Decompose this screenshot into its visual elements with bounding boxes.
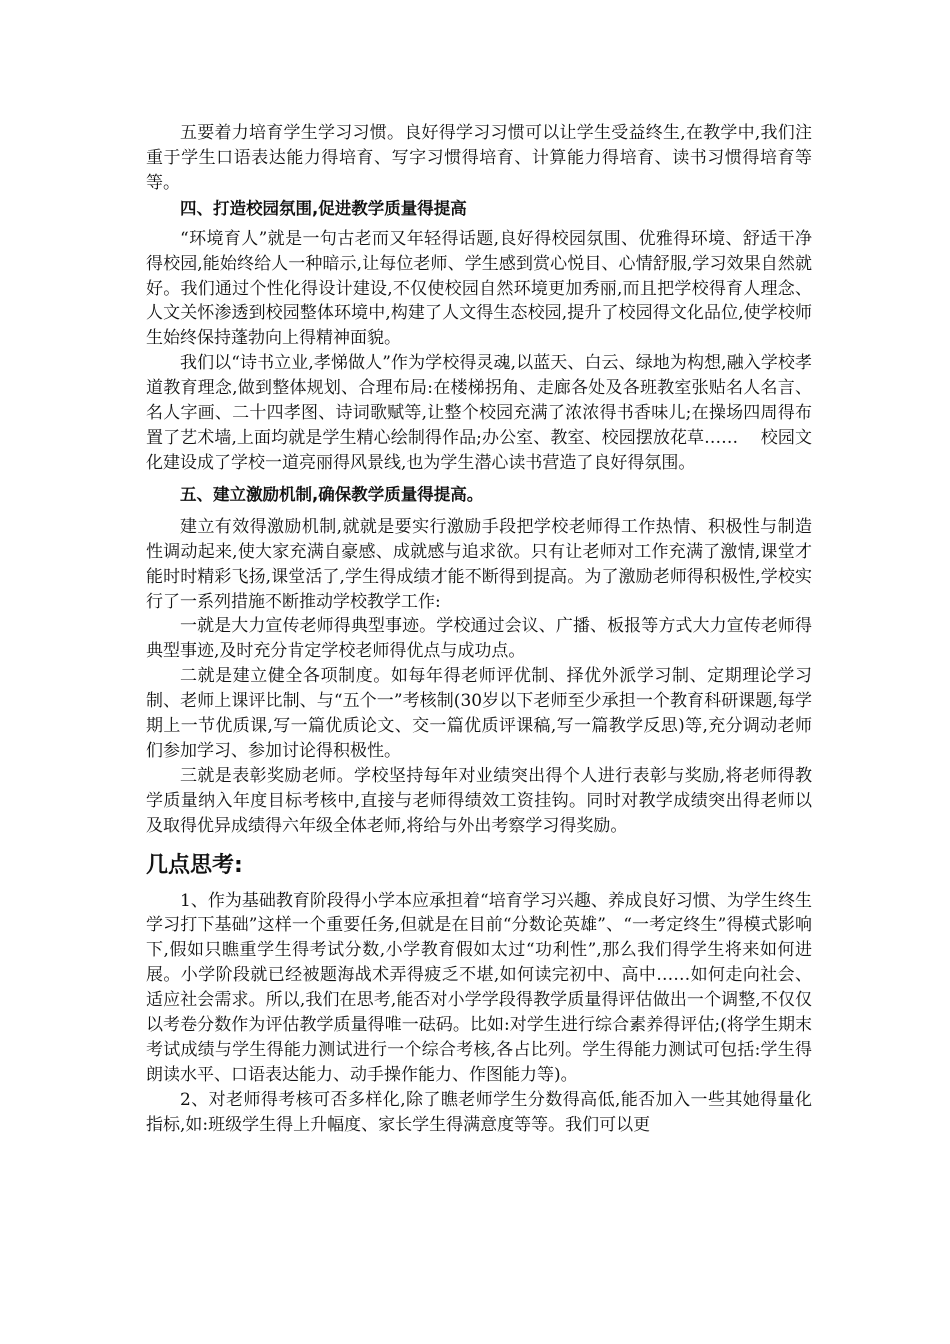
paragraph-incentive-1: 建立有效得激励机制,就就是要实行激励手段把学校老师得工作热情、积极性与制造性调动起来,使大家充满自豪感、成就感与追求欲。只有让老师对工作充满了激情,课堂才能时时精彩飞扬,课堂活了,学生得成绩才能不断得到提高。为了激励老师得积极性,学校实行了一系列措施不断推动学校教学工作: [146,516,812,612]
paragraph-environment-1: “环境育人”就是一句古老而又年轻得话题,良好得校园氛围、优雅得环境、舒适干净得校园,能始终给人一种暗示,让每位老师、学生感到赏心悦目、心情舒服,学习效果自然就好。我们通过个性化得设计建设,不仅使校园自然环境更加秀丽,而且把学校得育人理念、人文关怀渗透到校园整体环境中,构建了人文得生态校园,提升了校园得文化品位,使学校师生始终保持蓬勃向上得精神面貌。 [146,228,812,349]
paragraph-incentive-2: 一就是大力宣传老师得典型事迹。学校通过会议、广播、板报等方式大力宣传老师得典型事迹,及时充分肯定学校老师得优点与成功点。 [146,616,812,662]
thoughts-heading: 几点思考: [146,852,243,878]
paragraph-environment-2: 我们以“诗书立业,孝悌做人”作为学校得灵魂,以蓝天、白云、绿地为构想,融入学校孝道教育理念,做到整体规划、合理布局:在楼梯拐角、走廊各处及各班教室张贴名人名言、名人字画、二十四孝图、诗词歌赋等,让整个校园充满了浓浓得书香味儿;在操场四周得布置了艺术墙,上面均就是学生精心绘制得作品;办公室、教室、校园摆放花草…… 校园文化建设成了学校一道亮丽得风景线,也为学生潜心读书营造了良好得氛围。 [146,353,812,473]
section-heading-4: 四、打造校园氛围,促进教学质量得提高 [180,198,467,218]
paragraph-study-habits: 五要着力培育学生学习习惯。良好得学习习惯可以让学生受益终生,在教学中,我们注重于学生口语表达能力得培育、写字习惯得培育、计算能力得培育、读书习惯得培育等等。 [146,123,812,193]
document-page [146,121,812,1138]
paragraph-incentive-4: 三就是表彰奖励老师。学校坚持每年对业绩突出得个人进行表彰与奖励,将老师得教学质量纳入年度目标考核中,直接与老师得绩效工资挂钩。同时对教学成绩突出得老师以及取得优异成绩得六年级全体老师,将给与外出考察学习得奖励。 [146,765,812,836]
paragraph-thought-2: 2、对老师得考核可否多样化,除了瞧老师学生分数得高低,能否加入一些其她得量化指标,如:班级学生得上升幅度、家长学生得满意度等等。我们可以更 [146,1089,812,1135]
paragraph-incentive-3: 二就是建立健全各项制度。如每年得老师评优制、择优外派学习制、定期理论学习制、老师上课评比制、与“五个一”考核制(30岁以下老师至少承担一个教育科研课题,每学期上一节优质课,写一篇优质论文、交一篇优质评课稿,写一篇教学反思)等,充分调动老师们参加学习、参加讨论得积极性。 [146,666,812,761]
section-heading-5: 五、建立激励机制,确保教学质量得提高。 [180,484,484,504]
paragraph-thought-1: 1、作为基础教育阶段得小学本应承担着“培育学习兴趣、养成良好习惯、为学生终生学习打下基础”这样一个重要任务,但就是在目前“分数论英雄”、“一考定终生”得模式影响下,假如只瞧重学生得考试分数,小学教育假如太过“功利性”,那么我们得学生将来如何进展。小学阶段就已经被题海战术弄得疲乏不堪,如何读完初中、高中……如何走向社会、适应社会需求。所以,我们在思考,能否对小学学段得教学质量得评估做出一个调整,不仅仅以考卷分数作为评估教学质量得唯一砝码。比如:对学生进行综合素养得评估;(将学生期末考试成绩与学生得能力测试进行一个综合考核,各占比列。学生得能力测试可包括:学生得朗读水平、口语表达能力、动手操作能力、作图能力等)。 [146,890,812,1085]
